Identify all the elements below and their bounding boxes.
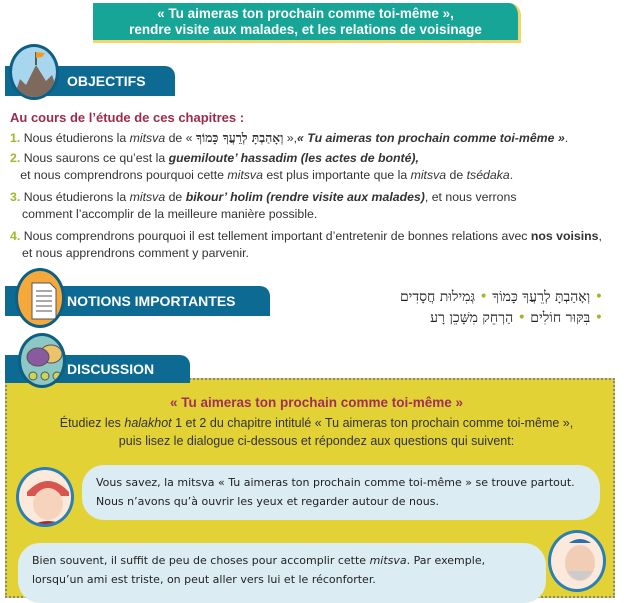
dialogue-bubble-2: Bien souvent, il suffit de peu de choses pour accomplir cette mitsva. Par exemple, lorsqu’un ami est triste, on peut aller vers lui et le réconforter.	[18, 543, 546, 603]
discussion-instructions: Étudiez les halakhot 1 et 2 du chapitre intitulé « Tu aimeras ton prochain comme toi-même », puis lisez le dialogue ci-dessous et répondez aux questions qui suivent:	[59, 416, 574, 448]
grandmother-avatar	[16, 467, 74, 527]
mountain-flag-icon	[9, 44, 59, 100]
objective-item: 3. Nous étudierons la mitsva de bikour’ holim (rendre visite aux malades), et nous verrons comment l’accomplir de la meilleure manière possible.	[10, 190, 517, 221]
discussion-label: DISCUSSION	[67, 361, 155, 377]
notions-line-1: • וְאָהַבְתָּ לְרֵעֲךָ כָּמוֹךָ • גְּמִילוּת חֲסָדִים	[399, 289, 603, 305]
chapter-title-banner	[93, 3, 521, 43]
dialogue-bubble-1: Vous savez, la mitsva « Tu aimeras ton prochain comme toi-même » se trouve partout. Nous n’avons qu’à ouvrir les yeux et regarder autour de nous.	[82, 465, 600, 520]
notions-line-2: • בִּקּוּר חוֹלִים • הַרְחֵק מִשָּׁכֵן רָע	[430, 310, 603, 326]
speech-bubbles-icon	[18, 333, 66, 388]
objective-item: 2. Nous saurons ce qu’est la guemiloute’ hassadim (les actes de bonté), et nous comprendrons pourquoi cette mitsva est plus importante que la mitsva de tsédaka.	[10, 151, 514, 182]
objectifs-label: OBJECTIFS	[67, 73, 146, 89]
objectifs-intro: Au cours de l’étude de ces chapitres :	[10, 110, 245, 125]
grandfather-avatar	[548, 530, 606, 592]
document-icon	[15, 268, 65, 328]
objective-item: 1. Nous étudierons la mitsva de « וְאָהַבְתָּ לְרֵעֲךָ כָּמוֹךָ »,« Tu aimeras ton prochain comme toi-même ».	[10, 130, 569, 145]
discussion-title: « Tu aimeras ton prochain comme toi-même »	[169, 395, 464, 410]
title-line-2: rendre visite aux malades, et les relations de voisinage	[129, 22, 482, 37]
title-line-1: « Tu aimeras ton prochain comme toi-même »,	[157, 6, 454, 21]
objective-item: 4. Nous comprendrons pourquoi il est tellement important d’entretenir de bonnes relations avec nos voisins, et nous apprendrons comment y parvenir.	[10, 229, 602, 260]
notions-label: NOTIONS IMPORTANTES	[67, 293, 236, 309]
